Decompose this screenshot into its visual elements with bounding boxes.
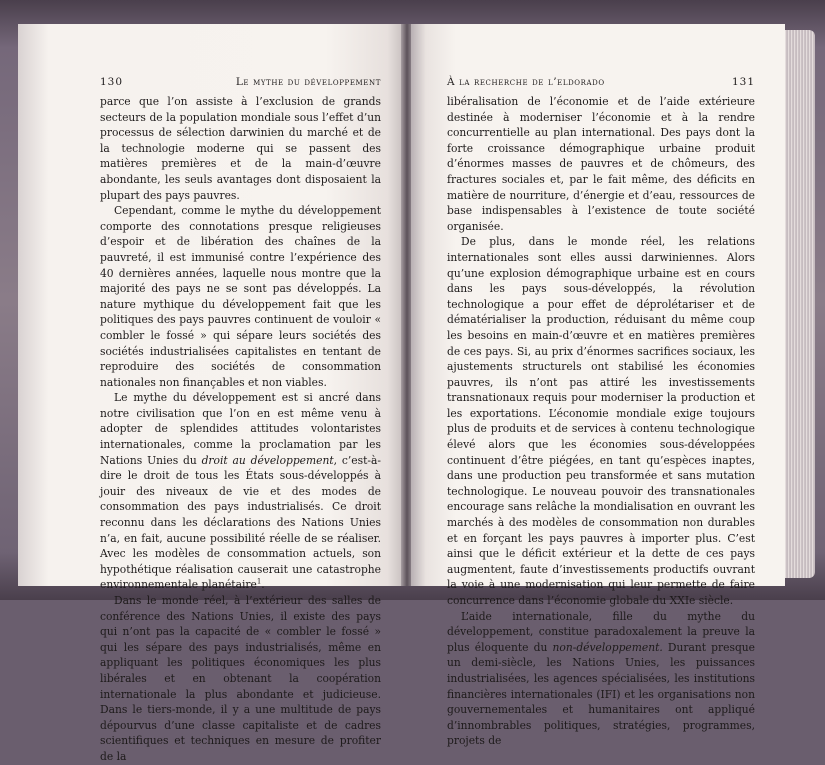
paragraph: De plus, dans le monde réel, les relations internationales sont elles aussi darwiniennes. Alors qu’une explosion démographique urbaine est en cours dans les pays sous-développés, la révolution technologique a pour effet de déprolétariser et de dématérialiser la production, réduisant du même coup les besoins en main-d’œuvre et en matières premières de ces pays. Si, au prix d’énormes sacrifices sociaux, les ajustements structurels ont stabilisé les économies pauvres, ils n’ont pas attiré les investissements transnationaux requis pour moderniser la production et les exportations. L’économie mondiale exige toujours plus de produits et de services à contenu technologique élevé alors que les économies sous-développées continuent d’être piégées, en tant qu’espèces inaptes, dans une production peu transformée et sans mutation technologique. Le nouveau pouvoir des transnationales encourage sans relâche la mondialisation en ouvrant les marchés à des modèles de consommation non durables et en forçant les pays pauvres à importer plus. C’est ainsi que le déficit extérieur et la dette de ces pays augmentent, faute d’investissements productifs ouvrant la voie à une modernisation qui leur permette de faire concurrence dans l’économie globale du XXIe siècle.: [447, 235, 755, 607]
paragraph: [100, 390, 381, 593]
paragraph-text: Durant presque un demi-siècle, les Nations Unies, les puissances industrialisées, les agences spécialisées, les institutions financières internationales (IFI) et les organisations non gouvernementales et humanitaires ont appliqué d’innombrables politiques, stratégies, programmes, projets de: [447, 640, 755, 748]
paragraph-text: .: [261, 578, 265, 592]
paragraph-text: L’aide internationale, fille du mythe du développement, constitue paradoxalement la preuve la plus éloquente du: [447, 609, 755, 654]
paragraph: [447, 609, 755, 749]
page-number: 131: [731, 76, 755, 88]
emphasis: droit au développement: [201, 453, 334, 467]
paragraph: parce que l’on assiste à l’exclusion de grands secteurs de la population mondiale sous l’effet d’un processus de sélection darwinien du marché et de la technologie moderne qui se passent des matières premières et de la main-d’œuvre abondante, les seuls avantages dont disposaient la plupart des pays pauvres.: [100, 95, 381, 202]
paragraph-text: Le mythe du développement est si ancré dans notre civilisation que l’on en est même venu à adopter de splendides attitudes volontaristes internationales, comme la proclamation par les Nations Unies du: [100, 391, 381, 467]
paragraph: Dans le monde réel, à l’extérieur des salles de conférence des Nations Unies, il existe des pays qui n’ont pas la capacité de « combler le fossé » qui les sépare des pays industrialisés, même en appliquant les politiques économiques les plus libérales et en obtenant la coopération internationale la plus abondante et judicieuse. Dans le tiers-monde, il y a une multitude de pays dépourvus d’une classe capitaliste et de cadres scientifiques et techniques en mesure de profiter de la: [100, 594, 381, 763]
footnote-ref: 1: [256, 577, 262, 586]
page-edges: [785, 30, 815, 578]
left-page-text: [100, 94, 381, 765]
running-head: À la recherche de l’eldorado: [447, 76, 605, 88]
page-number: 130: [100, 76, 124, 88]
left-page: [18, 24, 403, 763]
running-head: Le mythe du développement: [235, 76, 381, 88]
paragraph: libéralisation de l’économie et de l’aide extérieure destinée à moderniser l’économie et à la rendre concurrentielle au plan international. Des pays dont la forte croissance démographique urbaine produit d’énormes masses de pauvres et de chômeurs, des fractures sociales et, par le fait même, des déficits en matière de nourriture, d’énergie et d’eau, ressources de base indispensables à l’existence de toute société organisée.: [447, 95, 755, 233]
right-page-header: [447, 76, 755, 94]
open-book: [18, 24, 815, 763]
right-page-text: [447, 94, 755, 749]
emphasis: non-développement.: [552, 640, 663, 654]
paragraph: Cependant, comme le mythe du développement comporte des connotations presque religieuses d’espoir et de libération des chaînes de la pauvreté, il est immunisé contre l’expérience des 40 dernières années, laquelle nous montre que la majorité des pays ne se sont pas développés. La nature mythique du développement fait que les politiques des pays pauvres continuent de vouloir « combler le fossé » qui sépare leurs sociétés des sociétés industrialisées capitalistes en tentant de reproduire des sociétés de consommation nationales non finançables et non viables.: [100, 204, 381, 389]
paragraph-text: , c’est-à-dire le droit de tous les États sous-développés à jouir des niveaux de vie et des modes de consommation des pays industrialisés. Ce droit reconnu dans les déclarations des Nations Unies n’a, en fait, aucune possibilité réelle de se réaliser. Avec les modèles de consommation actuels, son hypothétique réalisation causerait une catastrophe environnementale planétaire: [100, 453, 381, 592]
left-page-header: [100, 76, 381, 94]
right-page: [411, 24, 785, 748]
